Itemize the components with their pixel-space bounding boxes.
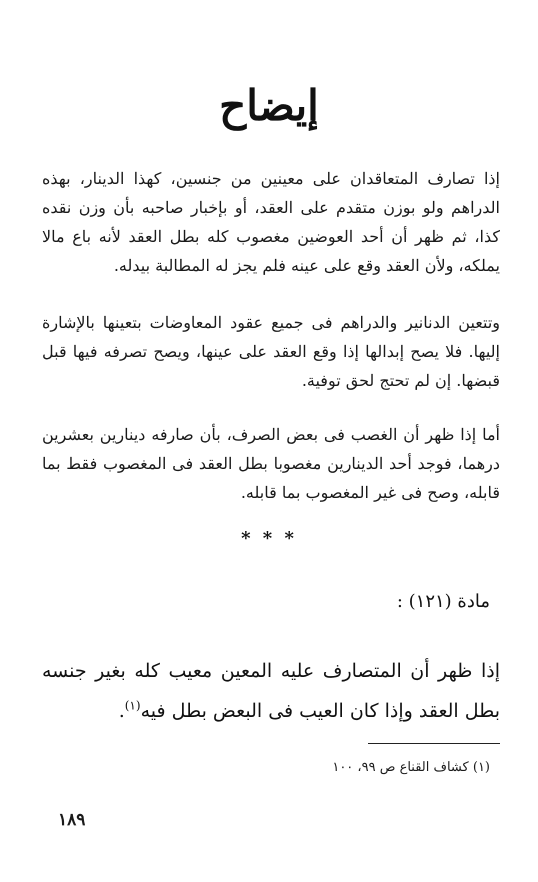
article-text [42, 651, 500, 731]
section-heading: إيضاح [219, 81, 319, 130]
footnote-divider [368, 743, 500, 744]
footnote-marker: (١) [124, 698, 141, 713]
article-heading: مادة (١٢١) : [396, 591, 490, 612]
article-end-mark: . [118, 700, 125, 722]
paragraph-3: أما إذا ظهر أن الغصب فى بعض الصرف، بأن صارفه دينارين بعشرين درهما، فوجد أحد الدينارين مغصوبا بطل العقد فى المغصوب فقط بما قابله، وصح فى غير المغصوب بما قابله. [42, 425, 500, 502]
footnote: (١) كشاف القناع ص ٩٩، ١٠٠ [332, 760, 490, 775]
paragraph-1: إذا تصارف المتعاقدان على معينين من جنسين، كهذا الدينار، بهذه الدراهم ولو بوزن متقدم على العقد، أو بإخبار صاحبه بأن وزن نقده كذا، ثم ظهر أن أحد العوضين مغصوب كله بطل العقد لأنه باع مالا يملكه، ولأن العقد وقع على عينه فلم يجز له المطالبة بيدله. [42, 169, 501, 275]
section-separator: * * * [241, 528, 297, 549]
page-number: ١٨٩ [58, 810, 86, 830]
paragraph-2: وتتعين الدنانير والدراهم فى جميع عقود المعاوضات بتعينها بالإشارة إليها. فلا يصح إبدالها إذا وقع العقد على عينها، ويصح تصرفه فيها قبل قبضها. إن لم تحتج لحق توفية. [42, 313, 500, 390]
article-text-body: إذا ظهر أن المتصارف عليه المعين معيب كله بغير جنسه بطل العقد وإذا كان العيب فى البعض بطل فيه [42, 660, 500, 722]
